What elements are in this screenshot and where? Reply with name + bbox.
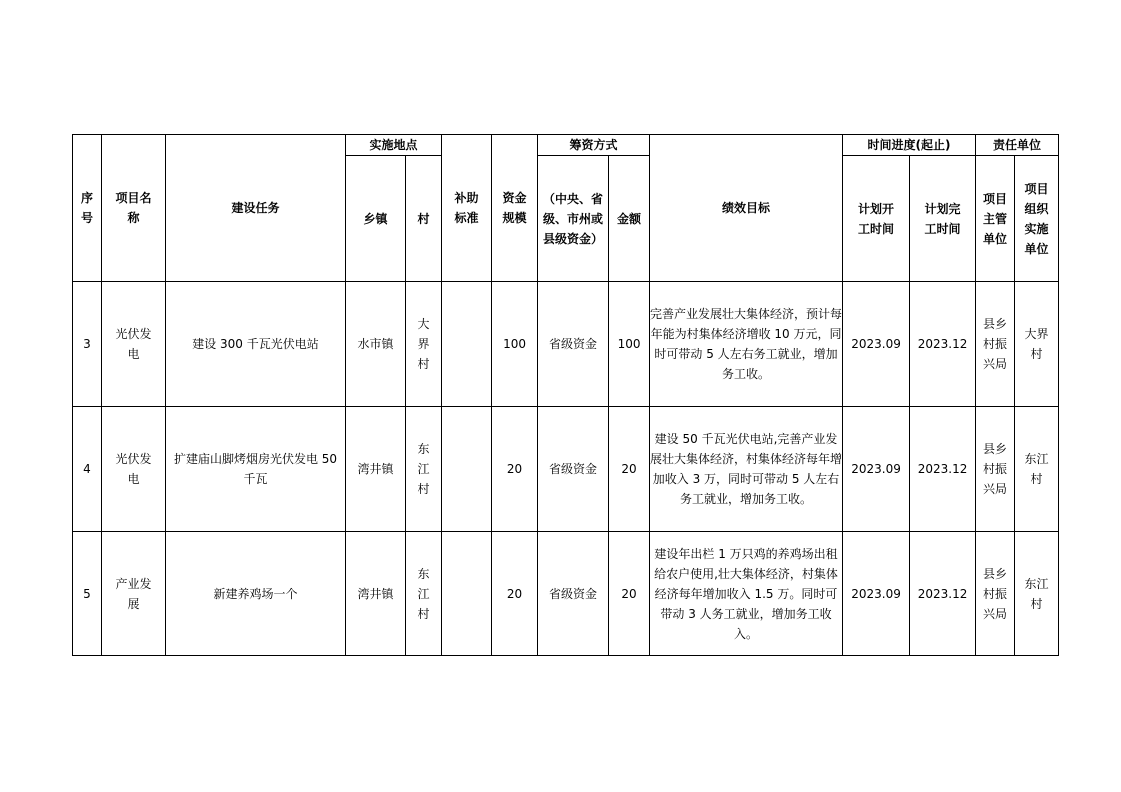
table-row xyxy=(73,282,1059,407)
header-name: 项目名称 xyxy=(102,135,166,282)
cell-town: 湾井镇 xyxy=(346,532,406,656)
header-start: 计划开工时间 xyxy=(843,156,910,282)
cell-end: 2023.12 xyxy=(910,532,976,656)
cell-subsidy xyxy=(442,282,492,407)
cell-subsidy xyxy=(442,532,492,656)
header-town: 乡镇 xyxy=(346,156,406,282)
cell-dept: 县乡村振兴局 xyxy=(976,532,1015,656)
cell-source: 省级资金 xyxy=(538,282,609,407)
header-task: 建设任务 xyxy=(166,135,346,282)
cell-end: 2023.12 xyxy=(910,407,976,532)
cell-source: 省级资金 xyxy=(538,407,609,532)
cell-org: 东江村 xyxy=(1015,407,1059,532)
cell-target: 建设年出栏 1 万只鸡的养鸡场出租给农户使用,壮大集体经济，村集体经济每年增加收入 1.5 万。同时可带动 3 人务工就业，增加务工收入。 xyxy=(650,532,843,656)
cell-name: 产业发展 xyxy=(102,532,166,656)
cell-target: 建设 50 千瓦光伏电站,完善产业发展壮大集体经济，村集体经济每年增加收入 3 万，同时可带动 5 人左右务工就业，增加务工收。 xyxy=(650,407,843,532)
cell-town: 水市镇 xyxy=(346,282,406,407)
cell-task: 新建养鸡场一个 xyxy=(166,532,346,656)
cell-name: 光伏发电 xyxy=(102,282,166,407)
cell-village: 东江村 xyxy=(406,407,442,532)
cell-name: 光伏发电 xyxy=(102,407,166,532)
cell-task: 建设 300 千瓦光伏电站 xyxy=(166,282,346,407)
cell-seq: 5 xyxy=(73,532,102,656)
header-funding-source: （中央、省级、市州或县级资金） xyxy=(538,156,609,282)
header-schedule: 时间进度(起止) xyxy=(843,135,976,156)
header-subsidy: 补助标准 xyxy=(442,135,492,282)
cell-target: 完善产业发展壮大集体经济，预计每年能为村集体经济增收 10 万元，同时可带动 5 人左右务工就业，增加务工收。 xyxy=(650,282,843,407)
cell-seq: 3 xyxy=(73,282,102,407)
cell-town: 湾井镇 xyxy=(346,407,406,532)
cell-amount: 100 xyxy=(609,282,650,407)
cell-dept: 县乡村振兴局 xyxy=(976,282,1015,407)
header-funding: 筹资方式 xyxy=(538,135,650,156)
project-table xyxy=(72,134,1059,656)
header-target: 绩效目标 xyxy=(650,135,843,282)
cell-start: 2023.09 xyxy=(843,282,910,407)
header-dept: 项目主管单位 xyxy=(976,156,1015,282)
cell-source: 省级资金 xyxy=(538,532,609,656)
cell-amount: 20 xyxy=(609,532,650,656)
header-end: 计划完工时间 xyxy=(910,156,976,282)
cell-start: 2023.09 xyxy=(843,407,910,532)
header-scale: 资金规模 xyxy=(492,135,538,282)
cell-start: 2023.09 xyxy=(843,532,910,656)
header-org: 项目组织实施单位 xyxy=(1015,156,1059,282)
header-amount: 金额 xyxy=(609,156,650,282)
cell-village: 大界村 xyxy=(406,282,442,407)
cell-scale: 20 xyxy=(492,407,538,532)
cell-subsidy xyxy=(442,407,492,532)
cell-org: 大界村 xyxy=(1015,282,1059,407)
cell-amount: 20 xyxy=(609,407,650,532)
header-row-top xyxy=(73,135,1059,156)
cell-task: 扩建庙山脚烤烟房光伏发电 50 千瓦 xyxy=(166,407,346,532)
header-seq: 序号 xyxy=(73,135,102,282)
cell-end: 2023.12 xyxy=(910,282,976,407)
cell-scale: 20 xyxy=(492,532,538,656)
cell-org: 东江村 xyxy=(1015,532,1059,656)
header-village: 村 xyxy=(406,156,442,282)
header-responsible: 责任单位 xyxy=(976,135,1059,156)
header-location: 实施地点 xyxy=(346,135,442,156)
cell-dept: 县乡村振兴局 xyxy=(976,407,1015,532)
cell-scale: 100 xyxy=(492,282,538,407)
cell-village: 东江村 xyxy=(406,532,442,656)
table-row xyxy=(73,407,1059,532)
table-row xyxy=(73,532,1059,656)
cell-seq: 4 xyxy=(73,407,102,532)
